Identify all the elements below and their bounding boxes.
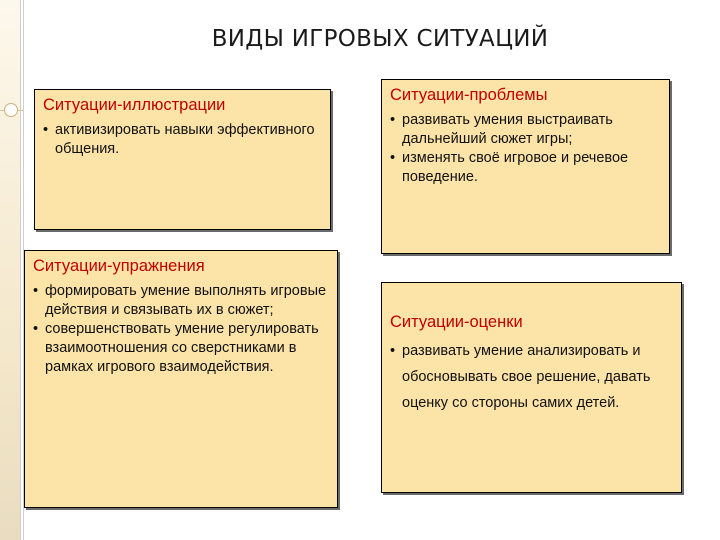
decorative-circle (4, 103, 18, 117)
box-problems (381, 79, 670, 254)
box-assessments (381, 282, 682, 493)
decorative-vertical-line (20, 0, 21, 540)
bullet-list (33, 282, 329, 377)
bullet-item: • изменять своё игровое и речевое поведение. (390, 149, 661, 187)
bullet-item: • формировать умение выполнять игровые действия и связывать их в сюжет; (33, 282, 329, 320)
bullet-item: • развивать умения выстраивать дальнейший сюжет игры; (390, 111, 661, 149)
bullet-item: • развивать умение анализировать и обосновывать свое решение, давать оценку со стороны самих детей. (390, 338, 673, 416)
decorative-side-bar (0, 0, 20, 540)
bullet-list (390, 111, 661, 187)
bullet-list (43, 121, 322, 159)
bullet-item: • активизировать навыки эффективного общения. (43, 121, 322, 159)
box-heading: Ситуации-проблемы (390, 86, 548, 104)
box-exercises (24, 250, 338, 508)
slide-title: ВИДЫ ИГРОВЫХ СИТУАЦИЙ (211, 26, 549, 52)
box-illustrations (34, 89, 331, 230)
box-heading: Ситуации-упражнения (33, 257, 205, 275)
bullet-list (390, 338, 673, 416)
box-heading: Ситуации-иллюстрации (43, 96, 226, 114)
box-heading: Ситуации-оценки (390, 313, 523, 331)
bullet-item: • совершенствовать умение регулировать взаимоотношения со сверстниками в рамках игрового взаимодействия. (33, 320, 329, 377)
